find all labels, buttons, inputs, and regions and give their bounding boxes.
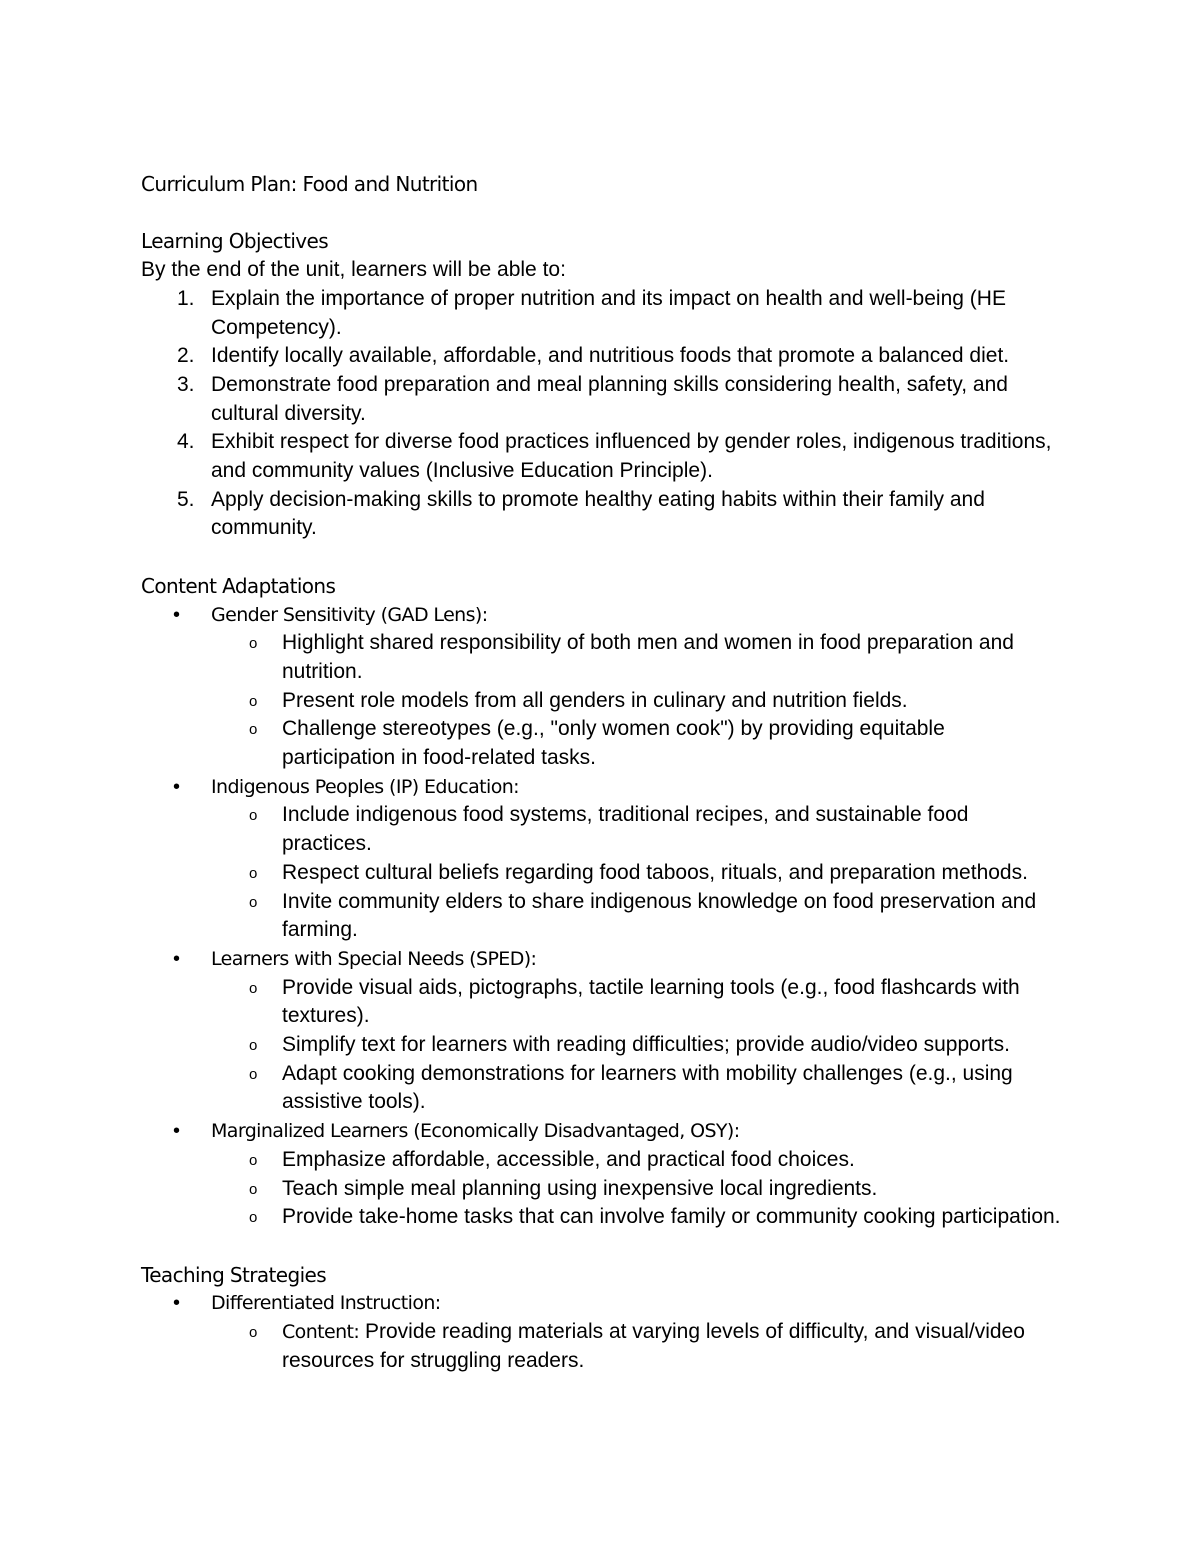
list-item [211,1146,1061,1175]
adaptation-group-title: Indigenous Peoples (IP) Education: [211,775,519,798]
list-item-text: Present role models from all genders in culinary and nutrition fields. [282,688,908,712]
adaptation-items [211,974,1061,1118]
objective-text: Identify locally available, affordable, and nutritious foods that promote a balanced diet. [211,344,1010,368]
list-item-text: Teach simple meal planning using inexpensive local ingredients. [282,1176,878,1200]
document-page [141,170,1061,1375]
adaptation-group-ip [141,773,1061,945]
bullet-icon: • [173,947,181,970]
strategy-item-text: Provide reading materials at varying levels of difficulty, and visual/video resources for struggling readers. [282,1320,1025,1372]
objective-item [141,342,1061,371]
learning-objectives-intro: By the end of the unit, learners will be able to: [141,258,566,282]
adaptation-group-title: Marginalized Learners (Economically Disadvantaged, OSY): [211,1120,740,1143]
strategy-items [211,1318,1061,1375]
sub-bullet-icon: o [249,692,258,710]
list-item-text: Highlight shared responsibility of both men and women in food preparation and nutrition. [282,631,1014,683]
sub-bullet-icon: o [249,1324,258,1342]
objective-number: 5. [177,487,195,511]
list-item [211,1175,1061,1204]
objective-number: 3. [177,372,195,396]
list-item-text: Invite community elders to share indigenous knowledge on food preservation and farming. [282,889,1037,942]
list-item-text: Emphasize affordable, accessible, and practical food choices. [282,1147,855,1171]
list-item [211,687,1061,716]
sub-bullet-icon: o [249,635,258,653]
adaptations-list [141,601,1061,1232]
objective-text: Apply decision-making skills to promote healthy eating habits within their family and community. [211,487,985,540]
learning-objectives-section [141,227,1061,543]
list-item [211,715,1061,772]
strategy-group-differentiated [141,1289,1061,1375]
content-adaptations-section [141,572,1061,1232]
objective-item [141,285,1061,342]
list-item-text: Respect cultural beliefs regarding food taboos, rituals, and preparation methods. [282,860,1028,884]
adaptation-group-marginalized [141,1117,1061,1232]
list-item [211,1203,1061,1232]
strategy-item-label: Content: [282,1321,360,1344]
adaptation-group-sped [141,945,1061,1117]
list-item [211,1060,1061,1117]
list-item-text: Provide take-home tasks that can involve family or community cooking participation. [282,1205,1061,1229]
section-spacer [141,1232,1061,1261]
list-item-text: Include indigenous food systems, traditional recipes, and sustainable food practices. [282,803,969,856]
bullet-icon: • [173,1292,181,1315]
objective-item [141,428,1061,485]
list-item-text: Challenge stereotypes (e.g., "only women cook") by providing equitable participation in food-related tasks. [282,717,945,770]
objective-number: 1. [177,286,195,310]
list-item [211,888,1061,945]
sub-bullet-icon: o [249,1209,258,1227]
bullet-icon: • [173,775,181,798]
list-item-text: Simplify text for learners with reading difficulties; provide audio/video supports. [282,1033,1010,1057]
sub-bullet-icon: o [249,979,258,997]
bullet-icon: • [173,1120,181,1143]
objective-item [141,486,1061,543]
learning-objectives-heading: Learning Objectives [141,229,329,254]
sub-bullet-icon: o [249,1065,258,1083]
adaptation-items [211,629,1061,773]
list-item [211,629,1061,686]
sub-bullet-icon: o [249,893,258,911]
list-item [211,1031,1061,1060]
adaptation-group-gender [141,601,1061,773]
list-item-text: Adapt cooking demonstrations for learners with mobility challenges (e.g., using assistive tools). [282,1061,1013,1114]
adaptation-items [211,801,1061,945]
objective-number: 4. [177,430,195,454]
list-item-text: Provide visual aids, pictographs, tactile learning tools (e.g., food flashcards with textures). [282,975,1020,1028]
sub-bullet-icon: o [249,864,258,882]
sub-bullet-icon: o [249,807,258,825]
list-item [211,1318,1061,1375]
objective-text: Exhibit respect for diverse food practices influenced by gender roles, indigenous traditions, and community values (Inclusive Education Principle). [211,430,1052,483]
sub-bullet-icon: o [249,1180,258,1198]
teaching-strategies-section [141,1261,1061,1376]
list-item [211,859,1061,888]
strategy-group-title: Differentiated Instruction: [211,1292,441,1315]
list-item [211,801,1061,858]
sub-bullet-icon: o [249,1151,258,1169]
adaptation-group-title: Learners with Special Needs (SPED): [211,947,537,970]
objectives-list [141,285,1061,543]
content-adaptations-heading: Content Adaptations [141,573,336,598]
document-title: Curriculum Plan: Food and Nutrition [141,172,478,196]
list-item [211,974,1061,1031]
sub-bullet-icon: o [249,721,258,739]
teaching-strategies-heading: Teaching Strategies [141,1262,327,1287]
bullet-icon: • [173,603,181,626]
strategies-list [141,1289,1061,1375]
objective-item [141,371,1061,428]
section-spacer [141,543,1061,572]
objective-number: 2. [177,344,195,368]
sub-bullet-icon: o [249,1037,258,1055]
adaptation-items [211,1146,1061,1232]
objective-text: Explain the importance of proper nutrition and its impact on health and well-being (HE Competency). [211,286,1006,339]
adaptation-group-title: Gender Sensitivity (GAD Lens): [211,603,488,626]
objective-text: Demonstrate food preparation and meal planning skills considering health, safety, and cultural diversity. [211,372,1008,425]
